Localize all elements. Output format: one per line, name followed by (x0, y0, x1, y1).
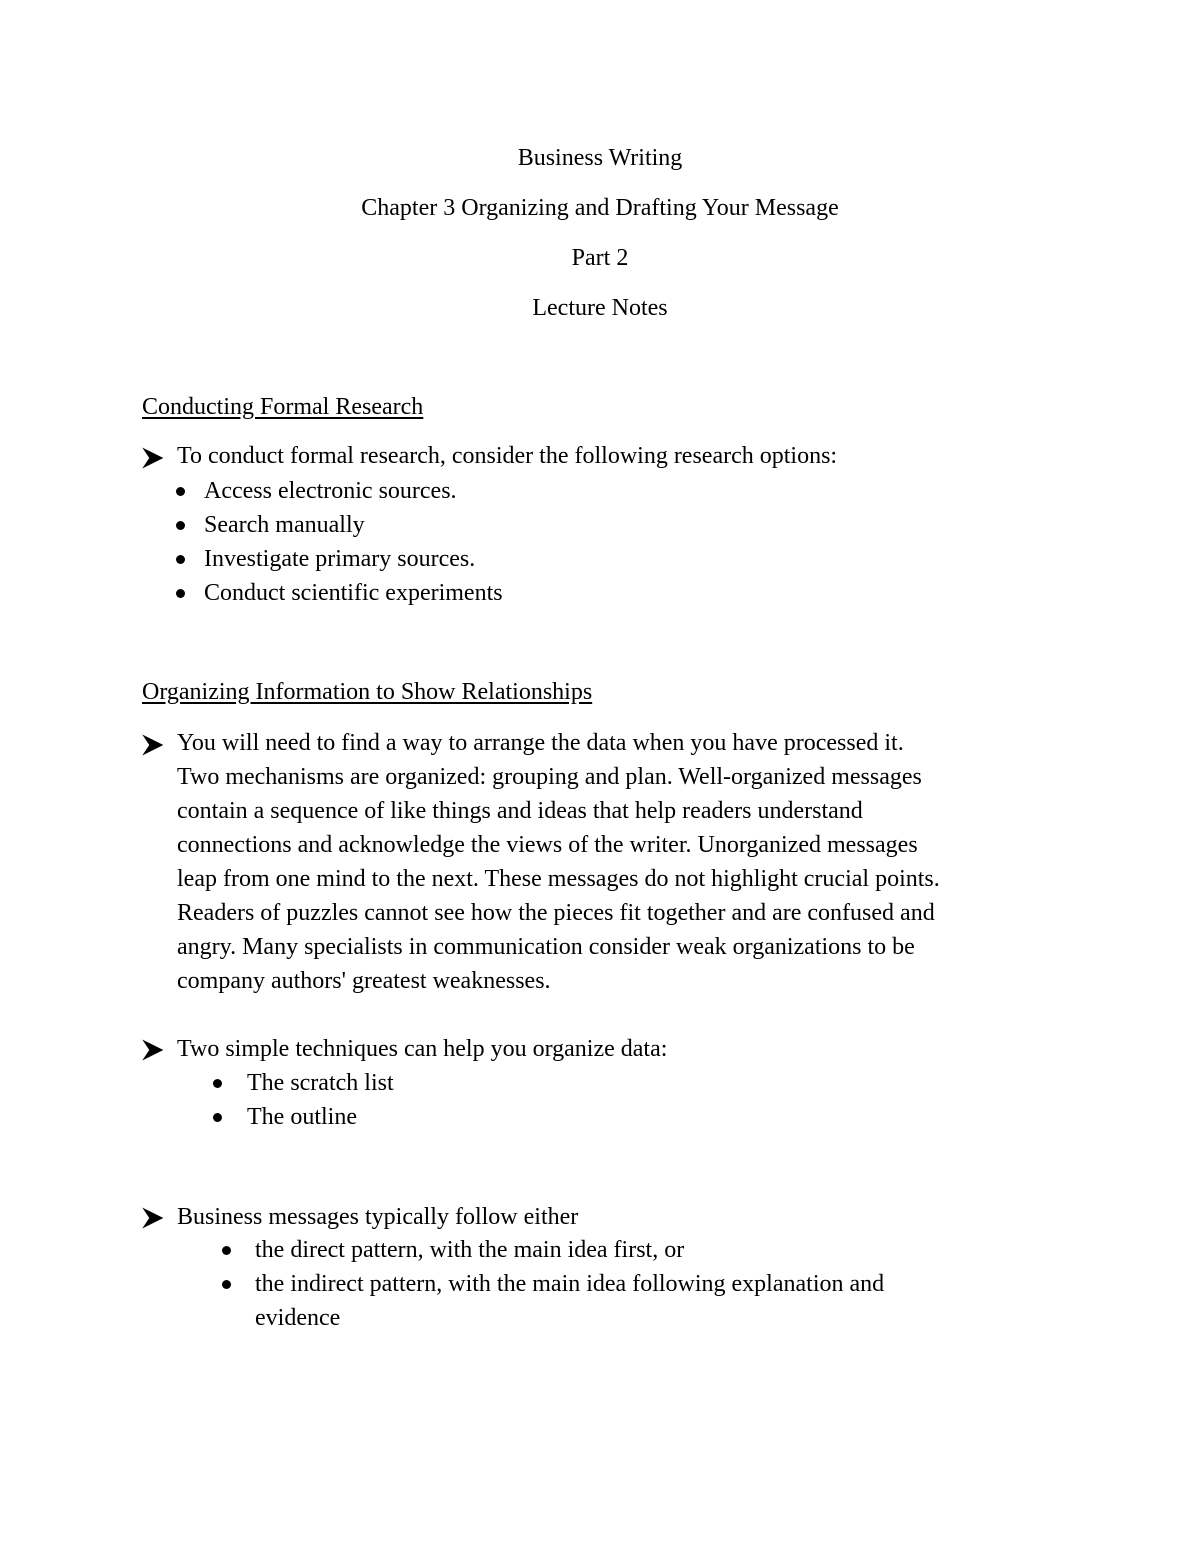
bullet-dot-icon (176, 589, 185, 598)
list-item: Access electronic sources. (204, 478, 457, 504)
paragraph-line: angry. Many specialists in communication consider weak organizations to be (177, 934, 915, 960)
paragraph-line: company authors' greatest weaknesses. (177, 968, 551, 994)
techniques-intro: Two simple techniques can help you organize data: (177, 1036, 668, 1062)
bullet-dot-icon (213, 1079, 222, 1088)
formal-research-intro: To conduct formal research, consider the following research options: (177, 443, 838, 469)
chapter-title: Chapter 3 Organizing and Drafting Your Message (361, 195, 839, 221)
lecture-notes-title: Lecture Notes (532, 295, 668, 321)
paragraph-line: contain a sequence of like things and ideas that help readers understand (177, 798, 863, 824)
paragraph-line: You will need to find a way to arrange the data when you have processed it. (177, 730, 904, 756)
paragraph-line: connections and acknowledge the views of the writer. Unorganized messages (177, 832, 918, 858)
section-heading-formal-research: Conducting Formal Research (142, 394, 424, 420)
list-item: Investigate primary sources. (204, 546, 476, 572)
arrow-bullet-icon (142, 1039, 164, 1061)
arrow-bullet-icon (142, 734, 164, 756)
arrow-bullet-icon (142, 1207, 164, 1229)
list-item: the indirect pattern, with the main idea following explanation and (255, 1271, 885, 1297)
list-item-continuation: evidence (255, 1305, 341, 1331)
patterns-intro: Business messages typically follow either (177, 1204, 579, 1230)
list-item: Conduct scientific experiments (204, 580, 503, 606)
bullet-dot-icon (176, 487, 185, 496)
paragraph-line: Readers of puzzles cannot see how the pieces fit together and are confused and (177, 900, 935, 926)
section-heading-organizing-information: Organizing Information to Show Relationships (142, 679, 593, 705)
arrow-bullet-icon (142, 447, 164, 469)
list-item: The outline (247, 1104, 357, 1130)
bullet-dot-icon (213, 1113, 222, 1122)
list-item: Search manually (204, 512, 365, 538)
course-title: Business Writing (517, 145, 683, 171)
bullet-dot-icon (176, 555, 185, 564)
paragraph-line: leap from one mind to the next. These messages do not highlight crucial points. (177, 866, 940, 892)
bullet-dot-icon (222, 1246, 231, 1255)
list-item: the direct pattern, with the main idea first, or (255, 1237, 685, 1263)
part-title: Part 2 (571, 245, 629, 271)
bullet-dot-icon (222, 1280, 231, 1289)
bullet-dot-icon (176, 521, 185, 530)
paragraph-line: Two mechanisms are organized: grouping and plan. Well-organized messages (177, 764, 922, 790)
list-item: The scratch list (247, 1070, 394, 1096)
